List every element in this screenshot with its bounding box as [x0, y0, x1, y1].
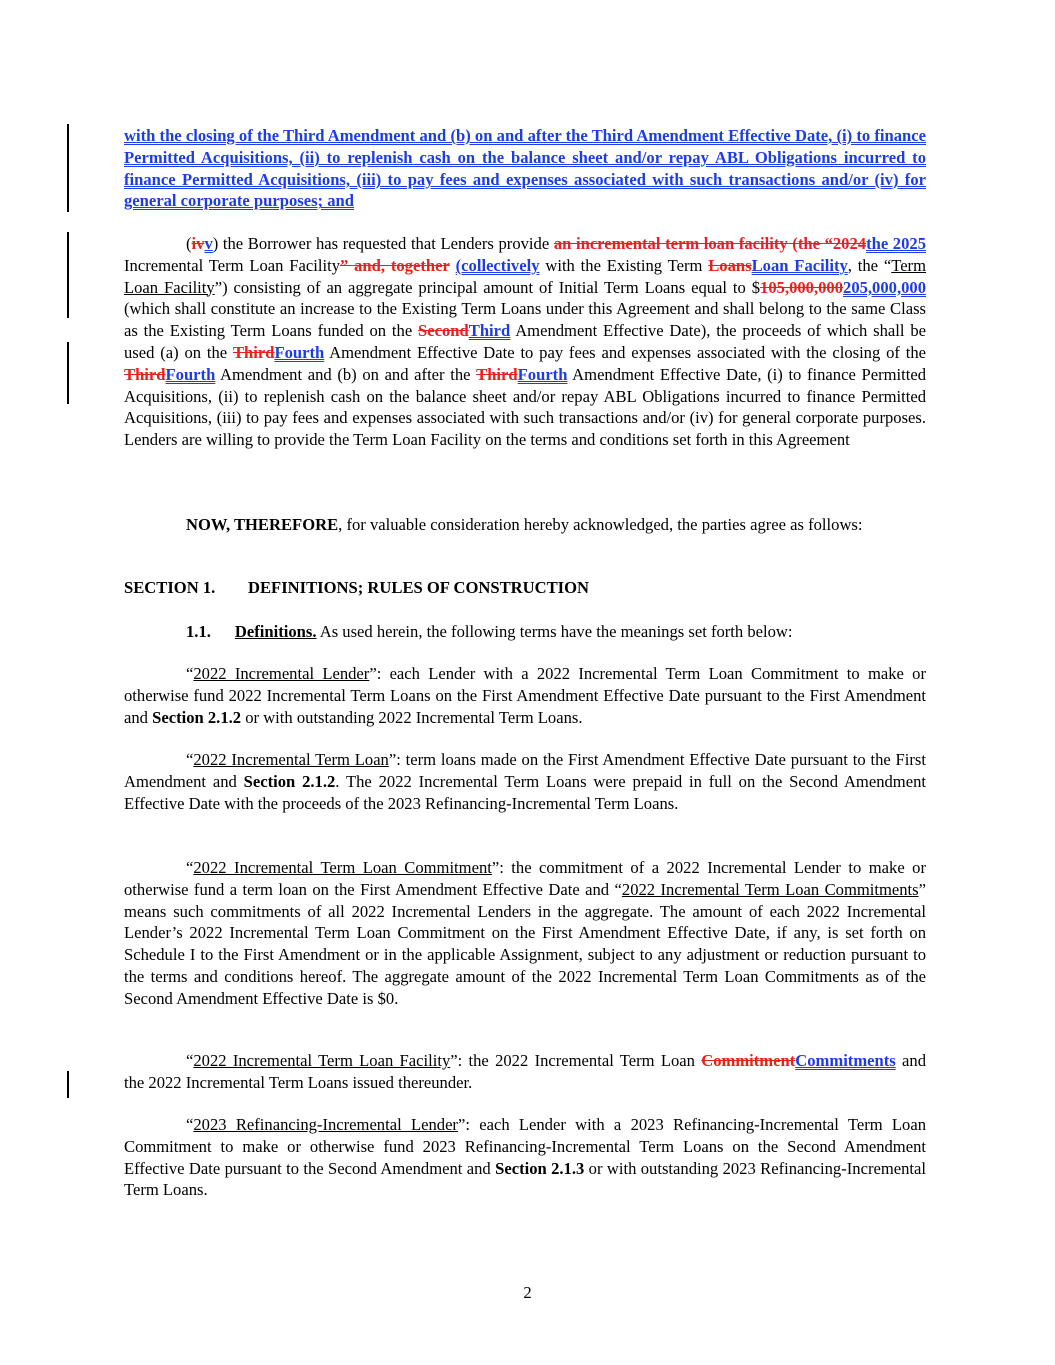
- change-bar: [67, 1071, 69, 1098]
- definitions-intro: 1.1. Definitions. As used herein, the following terms have the meanings set forth below:: [186, 622, 793, 641]
- inserted-text: the 2025: [866, 234, 926, 253]
- definition-2022-incremental-term-loan: “2022 Incremental Term Loan”: term loans made on the First Amendment Effective Date pursuant to the First Amendment and Section 2.1.2. The 2022 Incremental Term Loans were prepaid in full on the Second Amendment Effective Date with the proceeds of the 2023 Refinancing-Incremental Term Loans.: [124, 750, 926, 813]
- definition-2022-incremental-term-loan-facility: “2022 Incremental Term Loan Facility”: the 2022 Incremental Term Loan CommitmentCommitments and the 2022 Incremental Term Loans issued thereunder.: [124, 1051, 926, 1092]
- inserted-text: Fourth: [274, 342, 325, 362]
- change-bar: [67, 342, 69, 404]
- deleted-text: Loans: [708, 255, 752, 275]
- inserted-text: v: [204, 234, 213, 253]
- change-bar: [67, 232, 69, 318]
- section-heading: SECTION 1. DEFINITIONS; RULES OF CONSTRUCTION: [124, 578, 589, 597]
- inserted-text: Loan Facility: [751, 255, 848, 275]
- deleted-text: Third: [124, 364, 166, 384]
- deleted-text: Second: [418, 321, 469, 341]
- deleted-text: Third: [476, 364, 518, 384]
- deleted-text: Third: [232, 342, 275, 362]
- recital-paragraph: (ivv) the Borrower has requested that Lenders provide an incremental term loan facility (the “2024the 2025 Incremental Term Loan Facility” and, together (collectively with the Existing Term LoansLoan Facility, the “Term Loan Facility”) consisting of an aggregate principal amount of Initial Term Loans equal to $105,000,000205,000,000 (which shall constitute an increase to the Existing Term Loans under this Agreement and shall belong to the same Class as the Existing Term Loans funded on the SecondThird Amendment Effective Date), the proceeds of which shall be used (a) on the ThirdFourth Amendment Effective Date to pay fees and expenses associated with the closing of the ThirdFourth Amendment and (b) on and after the ThirdFourth Amendment Effective Date, (i) to finance Permitted Acquisitions, (ii) to replenish cash on the balance sheet and/or repay ABL Obligations incurred to finance Permitted Acquisitions, (iii) to pay fees and expenses associated with such transactions and/or (iv) for general corporate purposes. Lenders are willing to provide the Term Loan Facility on the terms and conditions set forth in this Agreement: [124, 234, 926, 450]
- definition-2022-incremental-lender: “2022 Incremental Lender”: each Lender with a 2022 Incremental Term Loan Commitment to make or otherwise fund 2022 Incremental Term Loans on the First Amendment Effective Date pursuant to the First Amendment and Section 2.1.2 or with outstanding 2022 Incremental Term Loans.: [124, 664, 926, 727]
- defined-term: 2022 Incremental Term Loan Facility: [193, 1051, 451, 1070]
- inserted-text: with the closing of the Third Amendment and (b) on and after the Third Amendment Effective Date, (i) to finance Permitted Acquisitions, (ii) to replenish cash on the balance sheet and/or repay ABL Obligations incurred to finance Permitted Acquisitions, (iii) to pay fees and expenses associated with such transactions and/or (iv) for general corporate purposes; and: [124, 126, 926, 211]
- deleted-text: 105,000,000: [760, 277, 844, 297]
- defined-term: Term Loan Facility: [124, 255, 926, 297]
- defined-term: 2022 Incremental Lender: [193, 664, 370, 683]
- change-bar: [67, 124, 69, 212]
- deleted-text: an incremental term loan facility (the “2024: [553, 234, 867, 253]
- inserted-text: Fourth: [517, 364, 568, 384]
- defined-term: 2022 Incremental Term Loan Commitments: [621, 879, 919, 899]
- defined-term: 2022 Incremental Term Loan Commitment: [193, 858, 492, 877]
- inserted-text: Third: [468, 321, 511, 341]
- deleted-text: Commitment: [701, 1051, 796, 1070]
- inserted-text: Fourth: [165, 364, 216, 384]
- page-number: 2: [523, 1283, 532, 1302]
- defined-term: 2023 Refinancing-Incremental Lender: [193, 1115, 458, 1134]
- deleted-text: ” and, together: [340, 255, 450, 275]
- definition-2023-refinancing-incremental-lender: “2023 Refinancing-Incremental Lender”: each Lender with a 2023 Refinancing-Incremental Term Loan Commitment to make or otherwise fund 2023 Refinancing-Incremental Term Loans on the Second Amendment Effective Date pursuant to the Second Amendment and Section 2.1.3 or with outstanding 2023 Refinancing-Incremental Term Loans.: [124, 1115, 927, 1200]
- deleted-text: iv: [191, 234, 205, 253]
- inserted-text: (collectively: [455, 255, 540, 275]
- inserted-paragraph: [124, 125, 926, 212]
- definition-2022-incremental-term-loan-commitment: “2022 Incremental Term Loan Commitment”: the commitment of a 2022 Incremental Lender to make or otherwise fund a term loan on the First Amendment Effective Date and “2022 Incremental Term Loan Commitments” means such commitments of all 2022 Incremental Lenders in the aggregate. The amount of each 2022 Incremental Lender’s 2022 Incremental Term Loan Commitment on the First Amendment Effective Date, if any, is set forth on Schedule I to the First Amendment or in the applicable Assignment, subject to any adjustment or reduction pursuant to the terms and conditions hereof. The aggregate amount of the 2022 Incremental Term Loan Commitments as of the Second Amendment Effective Date is $0.: [124, 858, 926, 1008]
- now-therefore-paragraph: NOW, THEREFORE, for valuable consideration hereby acknowledged, the parties agree as follows:: [186, 515, 863, 534]
- inserted-text: 205,000,000: [843, 277, 926, 297]
- defined-term: 2022 Incremental Term Loan: [193, 750, 389, 769]
- inserted-text: Commitments: [795, 1051, 896, 1070]
